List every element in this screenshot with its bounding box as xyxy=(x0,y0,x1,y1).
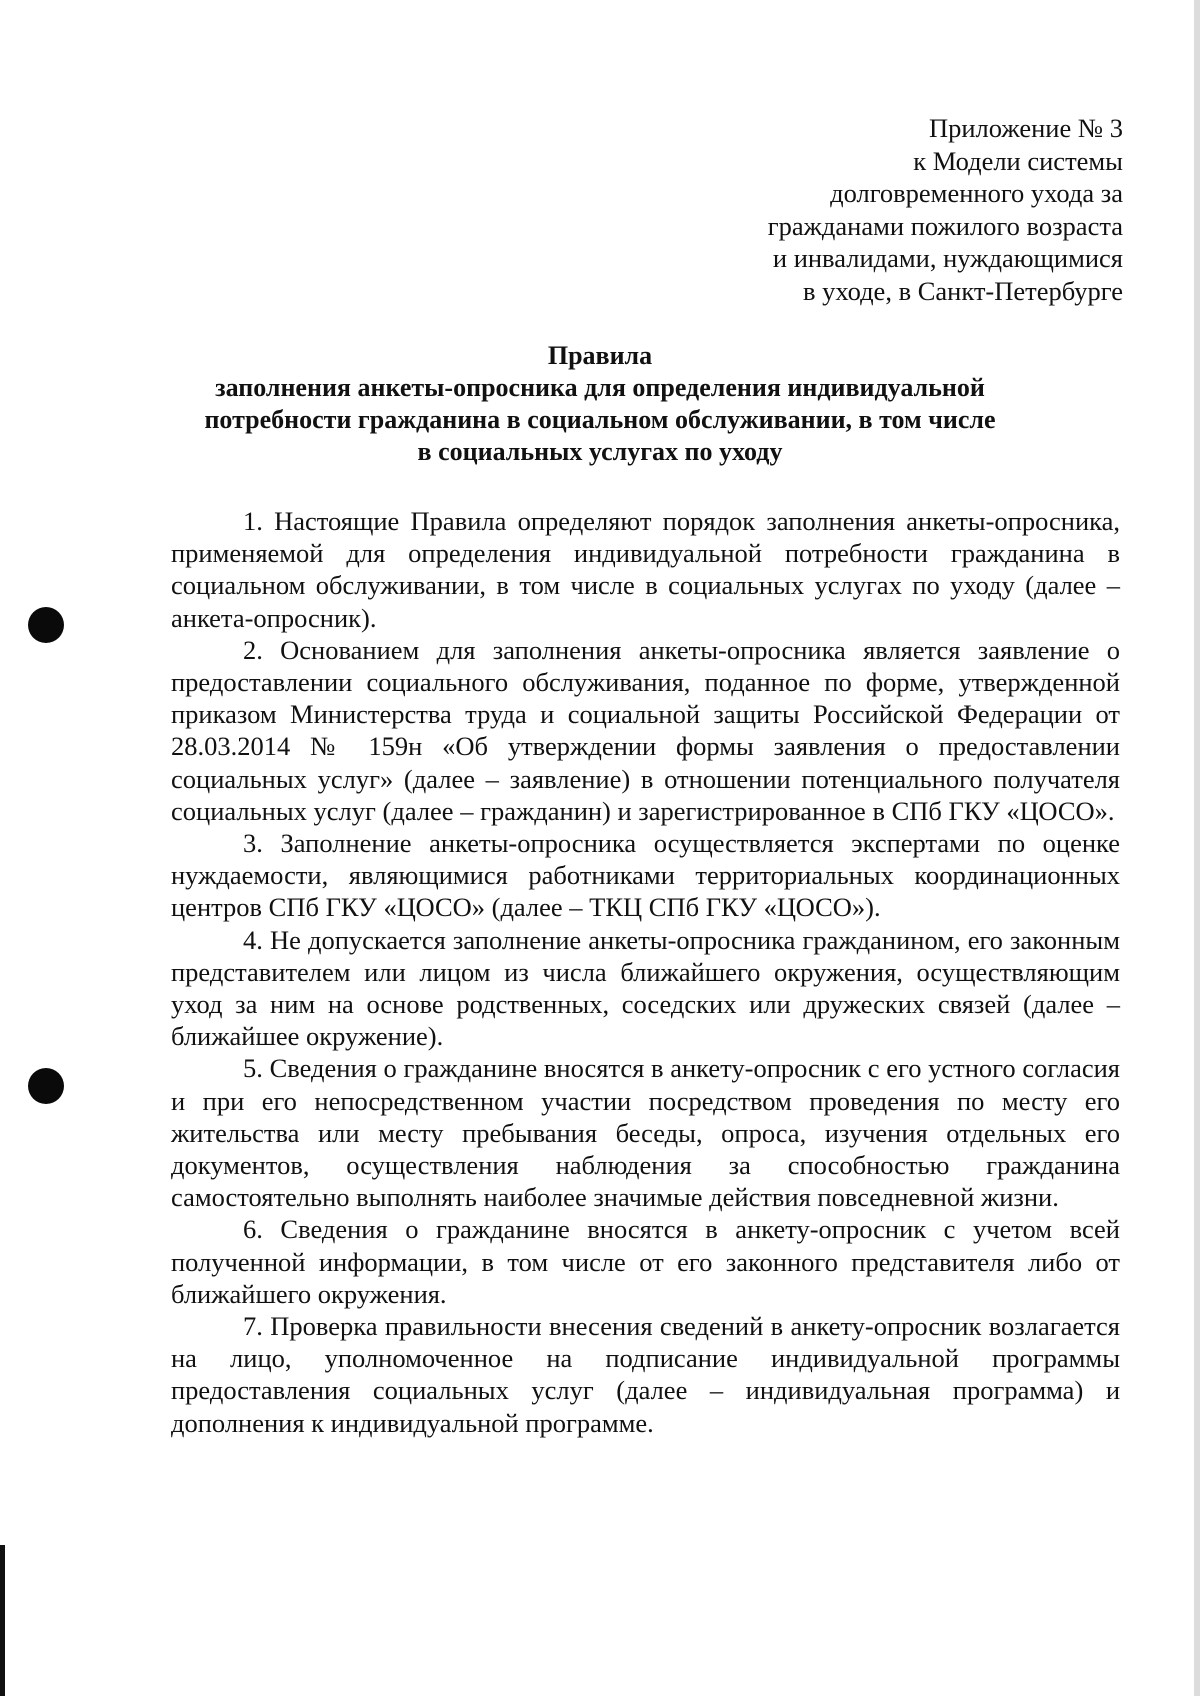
paragraph-4: 4. Не допускается заполнение анкеты-опросника гражданином, его законным представителем или лицом из числа ближайшего окружения, осуществляющим уход за ним на основе родственных, соседских или дружеских связей (далее – ближайшее окружение). xyxy=(171,924,1120,1052)
appendix-line: долговременного ухода за xyxy=(830,178,1123,208)
appendix-line: гражданами пожилого возраста xyxy=(767,210,1123,241)
document-title: Правила xyxy=(547,341,653,370)
document-subtitle-line: заполнения анкеты-опросника для определения индивидуальной xyxy=(215,373,985,402)
appendix-line: в уходе, в Санкт-Петербурге xyxy=(802,275,1123,306)
document-heading xyxy=(150,340,1050,468)
document-subtitle-line: в социальных услугах по уходу xyxy=(417,437,783,466)
document-body xyxy=(171,505,1120,1439)
appendix-line: и инвалидами, нуждающимися xyxy=(772,243,1123,273)
paragraph-6: 6. Сведения о гражданине вносятся в анкету-опросник с учетом всей полученной информации, в том числе от его законного представителя либо от ближайшего окружения. xyxy=(171,1214,1120,1309)
paragraph-5: 5. Сведения о гражданине вносятся в анкету-опросник с его устного согласия и при его непосредственном участии посредством проведения по месту его жительства или месту пребывания беседы, опроса, изучения отдельных его документов, осуществления наблюдения за способностью гражданина самостоятельно выполнять наиболее значимые действия повседневной жизни. xyxy=(171,1053,1120,1213)
paragraph-7: 7. Проверка правильности внесения сведений в анкету-опросник возлагается на лицо, уполномоченное на подписание индивидуальной программы предоставления социальных услуг (далее – индивидуальная программа) и дополнения к индивидуальной программе. xyxy=(171,1311,1120,1438)
paragraph-3: 3. Заполнение анкеты-опросника осуществляется экспертами по оценке нуждаемости, являющимися работниками территориальных координационных центров СПб ГКУ «ЦОСО» (далее – ТКЦ СПб ГКУ «ЦОСО»). xyxy=(171,828,1120,923)
paragraph-2: 2. Основанием для заполнения анкеты-опросника является заявление о предоставлении социального обслуживания, поданное по форме, утвержденной приказом Министерства труда и социальной защиты Российской Федерации от 28.03.2014 № 159н «Об утверждении формы заявления о предоставлении социальных услуг» (далее – заявление) в отношении потенциального получателя социальных услуг (далее – гражданин) и зарегистрированное в СПб ГКУ «ЦОСО». xyxy=(171,634,1120,826)
appendix-line: Приложение № 3 xyxy=(928,113,1123,143)
appendix-reference xyxy=(603,112,1123,307)
scan-edge-shadow xyxy=(1194,0,1200,1696)
document-subtitle-line: потребности гражданина в социальном обслуживании, в том числе xyxy=(204,405,996,434)
punch-hole-top xyxy=(28,607,64,643)
punch-hole-bottom xyxy=(28,1068,64,1104)
appendix-line: к Модели системы xyxy=(913,145,1123,176)
paragraph-1: 1. Настоящие Правила определяют порядок заполнения анкеты-опросника, применяемой для определения индивидуальной потребности гражданина в социальном обслуживании, в том числе в социальных услугах по уходу (далее – анкета-опросник). xyxy=(171,506,1120,633)
scan-binding-mark xyxy=(0,1545,5,1696)
